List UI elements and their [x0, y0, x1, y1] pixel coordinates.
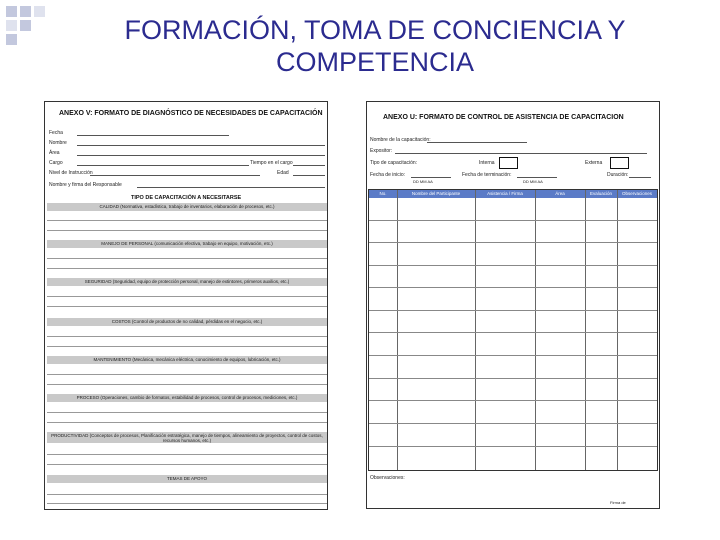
row-divider — [369, 378, 657, 379]
col-divider — [617, 190, 618, 470]
row-divider — [369, 310, 657, 311]
deco-square — [6, 20, 17, 31]
date-format: DD MM AA — [413, 179, 433, 184]
section-productividad: PRODUCTIVIDAD (Conceptos de procesos, Planificación estratégica, manejo de tiempos, alineamiento de proyectos, control de costos, recursos humanos, etc.) — [47, 432, 327, 443]
row-line — [47, 346, 327, 347]
deco-square — [6, 34, 17, 45]
row-line — [47, 336, 327, 337]
row-line — [47, 306, 327, 307]
row-divider — [369, 400, 657, 401]
row-line — [47, 422, 327, 423]
row-line — [47, 384, 327, 385]
row-line — [47, 220, 327, 221]
row-line — [47, 230, 327, 231]
row-divider — [369, 332, 657, 333]
row-line — [47, 454, 327, 455]
field-line — [411, 177, 451, 178]
section-main-header: TIPO DE CAPACITACIÓN A NECESITARSE — [131, 195, 242, 201]
field-label: Externa — [585, 160, 603, 166]
row-line — [47, 464, 327, 465]
section-temas-apoyo: TEMAS DE APOYO — [47, 475, 327, 483]
col-header-area: Área — [535, 190, 585, 198]
col-header-observaciones: Observaciones — [617, 190, 657, 198]
row-divider — [369, 287, 657, 288]
field-line — [517, 177, 557, 178]
interna-checkbox[interactable] — [499, 157, 518, 169]
section-seguridad: SEGURIDAD (Seguridad, equipo de protección personal, manejo de extintores, primeros auxilios, etc.) — [47, 278, 327, 286]
field-line — [77, 165, 249, 166]
col-header-asistencia: Asistencia / Firma — [475, 190, 535, 198]
externa-checkbox[interactable] — [610, 157, 629, 169]
deco-square — [20, 20, 31, 31]
field-line — [395, 153, 647, 154]
firma-label: Firma de — [610, 500, 626, 505]
field-line — [90, 175, 260, 176]
diagnostic-form — [44, 101, 328, 510]
field-label: Cargo — [49, 160, 63, 166]
field-label: Fecha — [49, 130, 63, 136]
row-divider — [369, 265, 657, 266]
col-divider — [585, 190, 586, 470]
col-divider — [535, 190, 536, 470]
field-label: Tiempo en el cargo — [250, 160, 293, 166]
field-label: Nombre — [49, 140, 67, 146]
row-line — [47, 258, 327, 259]
field-label: Fecha de terminación: — [462, 172, 512, 178]
section-costos: COSTOS (Control de productos de no calidad, pérdidas en el negocio, etc.) — [47, 318, 327, 326]
row-line — [47, 374, 327, 375]
field-line — [77, 135, 229, 136]
attendance-table — [368, 189, 658, 471]
field-line — [629, 177, 651, 178]
section-calidad: CALIDAD (Normativa, estadística, trabajo de inventarios, elaboración de procesos, etc.) — [47, 203, 327, 211]
section-manejo-personal: MANEJO DE PERSONAL (comunicación efectiva, trabajo en equipo, motivación, etc.) — [47, 240, 327, 248]
deco-square — [6, 6, 17, 17]
field-line — [293, 175, 325, 176]
row-line — [47, 503, 327, 504]
row-divider — [369, 220, 657, 221]
field-label: Fecha de inicio: — [370, 172, 406, 178]
field-label: Nivel de Instrucción — [49, 170, 93, 176]
col-divider — [397, 190, 398, 470]
row-line — [47, 268, 327, 269]
attendance-form — [366, 101, 660, 509]
diagnostic-form-title: ANEXO V: FORMATO DE DIAGNÓSTICO DE NECESIDADES DE CAPACITACIÓN — [59, 110, 323, 117]
field-label: Nombre de la capacitación: — [370, 137, 431, 143]
row-divider — [369, 423, 657, 424]
field-label: Edad — [277, 170, 289, 176]
field-line — [427, 142, 527, 143]
row-line — [47, 494, 327, 495]
deco-square — [34, 6, 45, 17]
field-label: Interna — [479, 160, 495, 166]
field-label: Tipo de capacitación: — [370, 160, 418, 166]
observaciones-label: Observaciones: — [370, 475, 405, 481]
field-line — [137, 187, 325, 188]
row-line — [47, 412, 327, 413]
row-divider — [369, 446, 657, 447]
field-label: Área — [49, 150, 60, 156]
attendance-form-title: ANEXO U: FORMATO DE CONTROL DE ASISTENCIA DE CAPACITACION — [383, 114, 624, 121]
row-line — [47, 296, 327, 297]
col-header-nombre: Nombre del Participante — [397, 190, 475, 198]
col-header-evaluacion: Evaluación — [585, 190, 617, 198]
section-mantenimiento: MANTENIMIENTO (Mecánica, mecánica eléctrica, conocimiento de equipos, lubricación, etc.) — [47, 356, 327, 364]
date-format: DD MM AA — [523, 179, 543, 184]
deco-square — [20, 6, 31, 17]
field-label: Expositor: — [370, 148, 393, 154]
field-label: Duración: — [607, 172, 629, 178]
row-divider — [369, 242, 657, 243]
slide-title: FORMACIÓN, TOMA DE CONCIENCIA Y COMPETENCIA — [124, 15, 626, 77]
row-divider — [369, 355, 657, 356]
field-line — [77, 145, 325, 146]
field-line — [77, 155, 325, 156]
field-label: Nombre y firma del Responsable — [49, 182, 122, 188]
col-header-no: No. — [369, 190, 397, 198]
field-line — [293, 165, 325, 166]
col-divider — [475, 190, 476, 470]
section-proceso: PROCESO (Operaciones, cambio de formatos, estabilidad de procesos, control de procesos, mediciones, etc.) — [47, 394, 327, 402]
